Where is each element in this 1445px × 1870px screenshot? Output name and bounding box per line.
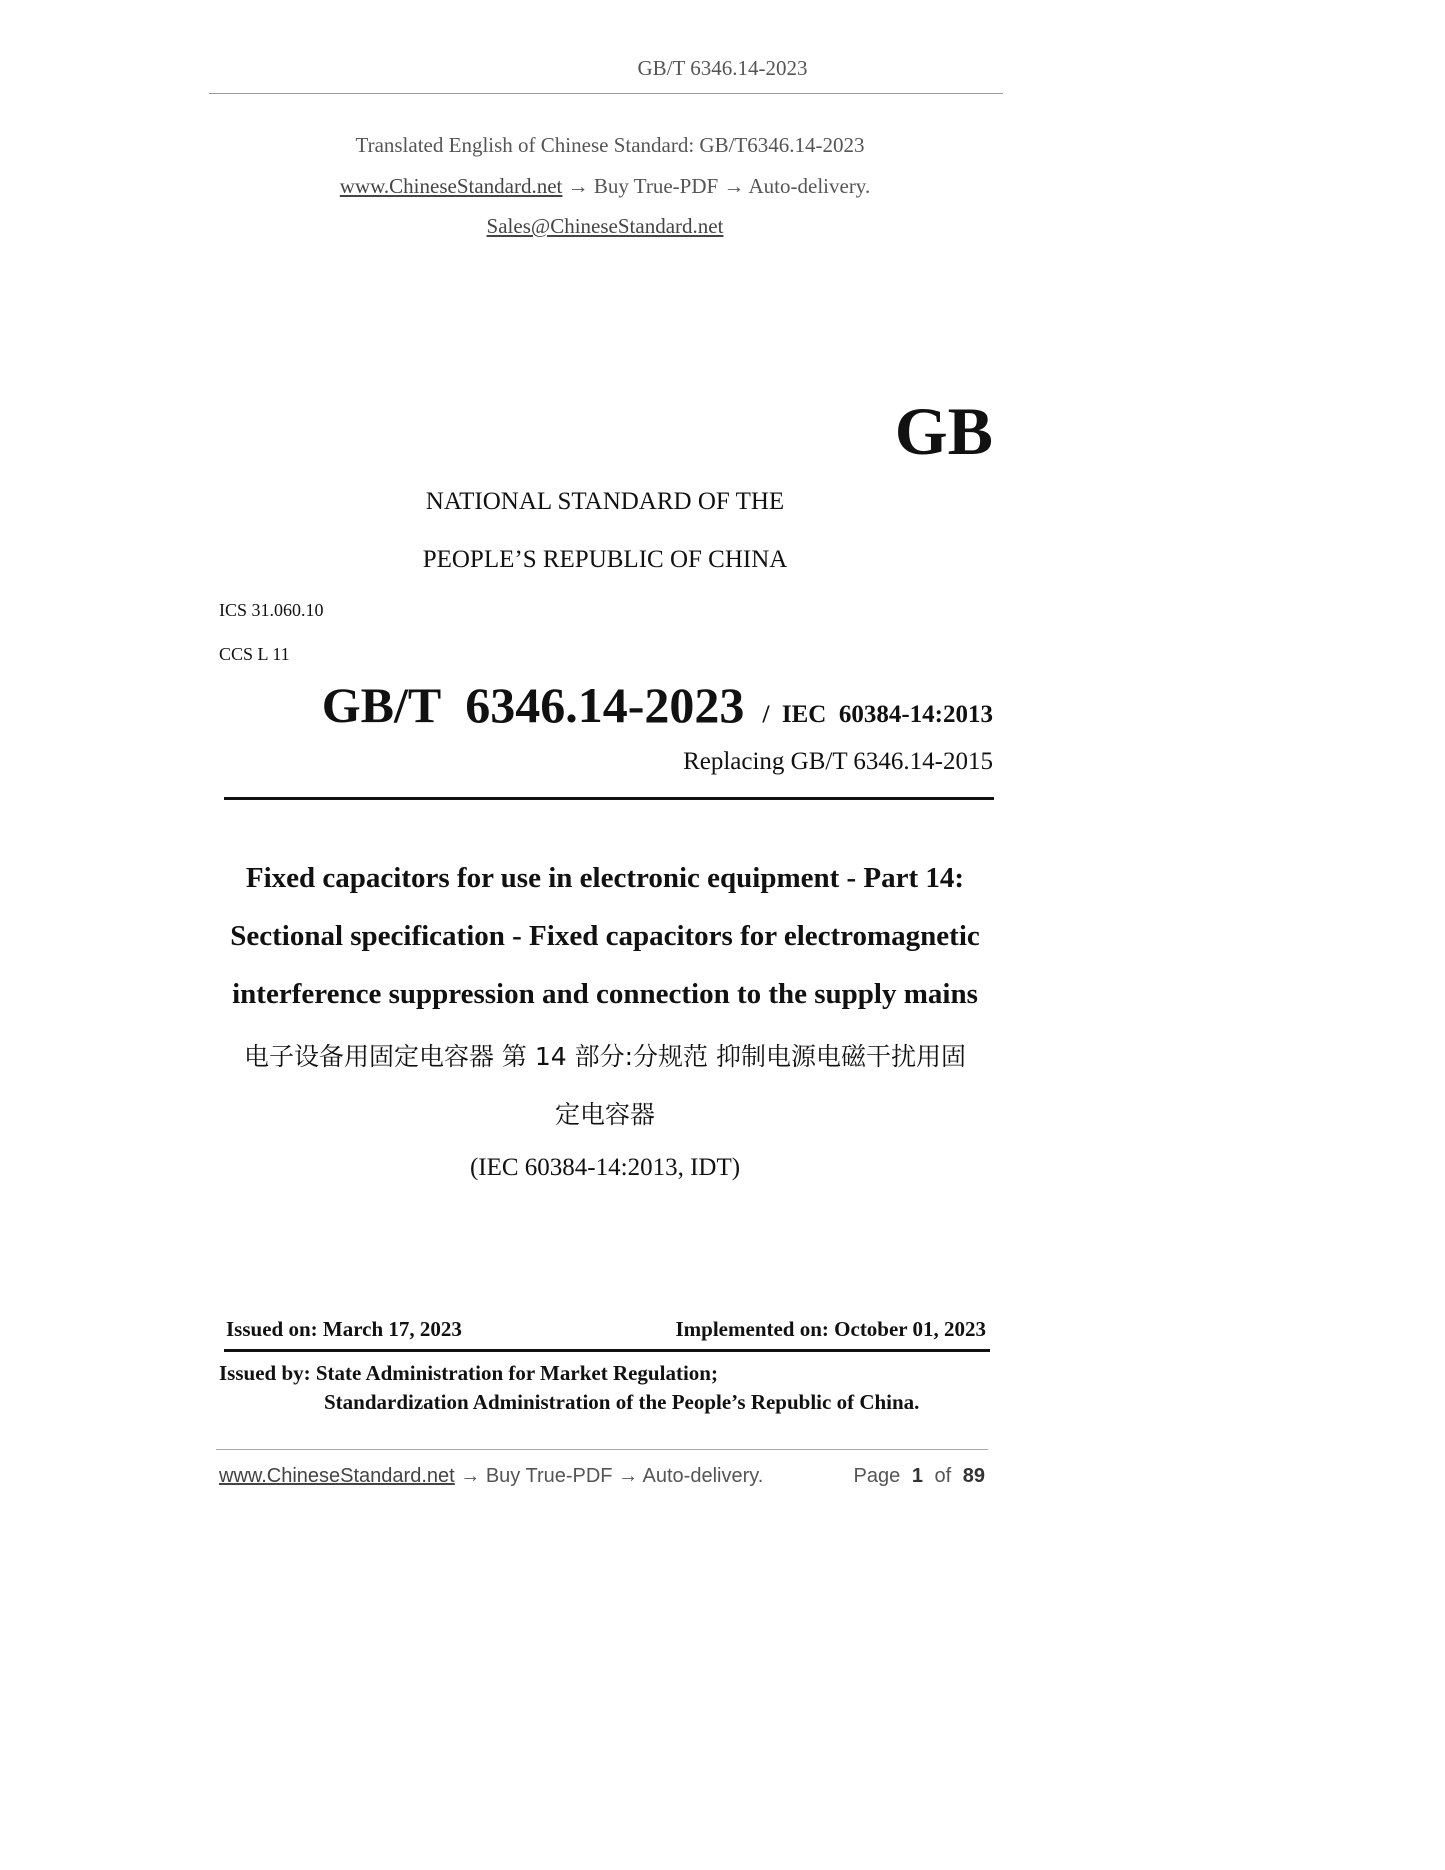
title-rule [224,797,994,800]
footer-site-link[interactable]: www.ChineseStandard.net [219,1465,455,1487]
standard-number-row [322,676,993,734]
chinese-title-line-1: 电子设备用固定电容器 第 14 部分:分规范 抑制电源电磁干扰用固 [243,1042,967,1071]
national-standard-line2: PEOPLE’S REPUBLIC OF CHINA [422,546,788,573]
page-label: Page [853,1465,901,1487]
footer-rule [216,1449,988,1450]
equivalence-note: (IEC 60384-14:2013, IDT) [469,1154,741,1181]
running-header: GB/T 6346.14-2023 [637,56,808,80]
footer-links [219,1465,763,1488]
iec-reference: / IEC 60384-14:2013 [762,701,993,728]
standard-number: GB/T 6346.14-2023 [321,677,745,733]
ccs-code: CCS L 11 [219,644,290,664]
footer-buy-text: → Buy True-PDF → Auto-delivery. [454,1465,764,1487]
page-current: 1 [911,1465,923,1487]
email-line [0,214,1210,239]
title-line-2: Sectional specification - Fixed capacitors for electromagnetic [230,920,980,952]
site-link[interactable]: www.ChineseStandard.net [339,174,563,198]
title-line-3: interference suppression and connection to the supply mains [232,978,978,1010]
title-line-1: Fixed capacitors for use in electronic equipment - Part 14: [245,862,965,894]
national-standard-line1: NATIONAL STANDARD OF THE [425,488,785,515]
issued-by-line-1: Issued by: State Administration for Market Regulation; [219,1361,718,1385]
buy-pdf-text: → Buy True-PDF → Auto-delivery. [562,174,871,198]
page-of: of [934,1465,952,1487]
implemented-on: Implemented on: October 01, 2023 [675,1317,986,1341]
email-link[interactable]: Sales@ChineseStandard.net [486,214,724,238]
replacing-note: Replacing GB/T 6346.14-2015 [683,748,993,775]
dates-rule [224,1349,990,1352]
translation-links [0,174,1210,199]
gb-mark: GB [894,393,993,469]
chinese-title-line-2: 定电容器 [554,1100,655,1129]
issued-on: Issued on: March 17, 2023 [226,1317,462,1341]
issued-by-line-2: Standardization Administration of the People’s Republic of China. [324,1390,920,1414]
header-rule [209,93,1003,94]
ics-code: ICS 31.060.10 [219,600,324,620]
page-indicator [854,1465,985,1488]
page-total: 89 [962,1465,985,1487]
translation-notice: Translated English of Chinese Standard: GB/T6346.14-2023 [355,133,865,157]
